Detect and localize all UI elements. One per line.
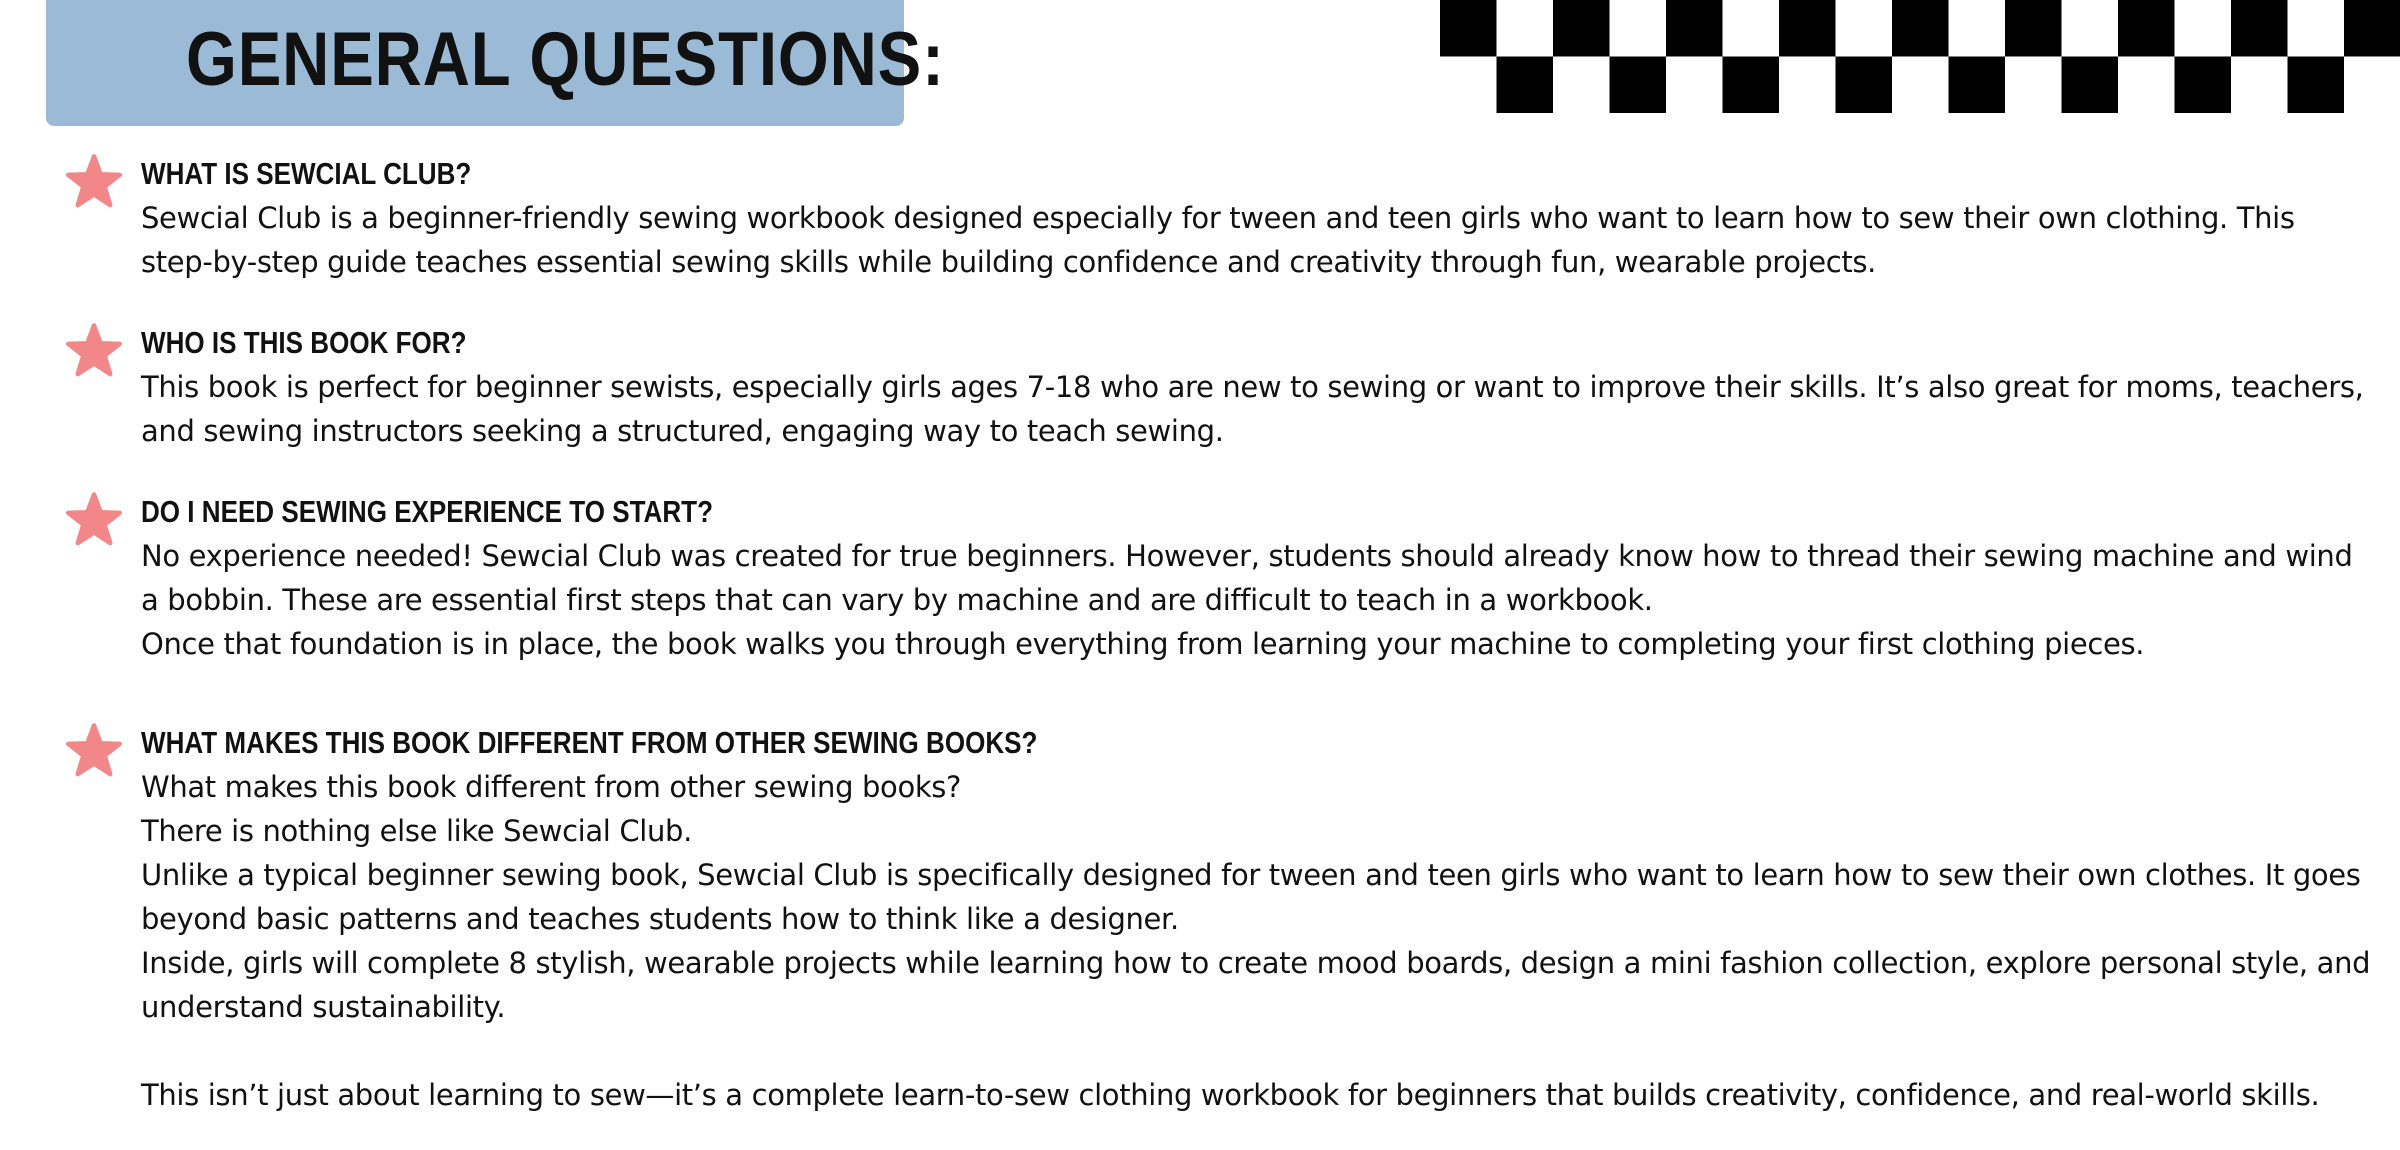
faq-answer [141,365,2371,453]
answer-paragraph: Inside, girls will complete 8 stylish, wearable projects while learning how to create mood boards, design a mini fashion collection, explore personal style, and understand sustainability. [141,946,2371,1024]
faq-answer [141,534,2371,666]
answer-paragraph: Sewcial Club is a beginner-friendly sewing workbook designed especially for tween and teen girls who want to learn how to sew their own clothing. This step-by-step guide teaches essential sewing skills while building confidence and creativity through fun, wearable projects. [141,201,2295,279]
faq-question: DO I NEED SEWING EXPERIENCE TO START? [141,494,713,529]
answer-paragraph: Unlike a typical beginner sewing book, Sewcial Club is specifically designed for tween and teen girls who want to learn how to sew their own clothes. It goes beyond basic patterns and teaches students how to think like a designer. [141,858,2361,936]
star-icon [66,154,122,208]
star-icon [66,323,122,377]
answer-paragraph: No experience needed! Sewcial Club was created for true beginners. However, students should already know how to thread their sewing machine and wind a bobbin. These are essential first steps that can vary by machine and are difficult to teach in a workbook. [141,539,2353,617]
checker-square [1723,57,1780,114]
faq-question: WHO IS THIS BOOK FOR? [141,325,467,360]
page-title: GENERAL QUESTIONS: [186,17,945,102]
checker-square [2175,57,2232,114]
checker-square [2288,57,2345,114]
checker-square [1610,57,1667,114]
checker-square [1836,57,1893,114]
faq-item [0,152,2400,284]
checker-square [1892,0,1949,57]
answer-paragraph: There is nothing else like Sewcial Club. [141,814,692,848]
checker-square [1553,0,1610,57]
faq-item [0,490,2400,666]
answer-paragraph: Once that foundation is in place, the book walks you through everything from learning your machine to completing your first clothing pieces. [141,627,2145,661]
star-icon [66,723,122,777]
faq-item [0,721,2400,1117]
faq-answer [141,765,2371,1117]
checkerboard-pattern [1440,0,2400,113]
checker-square [1497,57,1554,114]
answer-paragraph: This book is perfect for beginner sewists, especially girls ages 7-18 who are new to sewing or want to improve their skills. It’s also great for moms, teachers, and sewing instructors seeking a structured, engaging way to teach sewing. [141,370,2364,448]
checker-square [2118,0,2175,57]
checker-square [1440,0,1497,57]
checker-square [1666,0,1723,57]
faq-list [0,152,2400,1150]
checker-square [1949,57,2006,114]
star-icon [66,492,122,546]
checker-square [2005,0,2062,57]
header-banner [46,0,945,126]
faq-answer [141,196,2371,284]
faq-question: WHAT MAKES THIS BOOK DIFFERENT FROM OTHER SEWING BOOKS? [141,725,1038,760]
checker-square [2344,0,2400,57]
checker-square [1779,0,1836,57]
checker-square [2062,57,2119,114]
answer-paragraph: This isn’t just about learning to sew—it’s a complete learn-to-sew clothing workbook for beginners that builds creativity, confidence, and real-world skills. [141,1078,2320,1112]
answer-paragraph: What makes this book different from other sewing books? [141,770,962,804]
faq-item [0,321,2400,453]
faq-question: WHAT IS SEWCIAL CLUB? [141,156,472,191]
checker-square [2231,0,2288,57]
